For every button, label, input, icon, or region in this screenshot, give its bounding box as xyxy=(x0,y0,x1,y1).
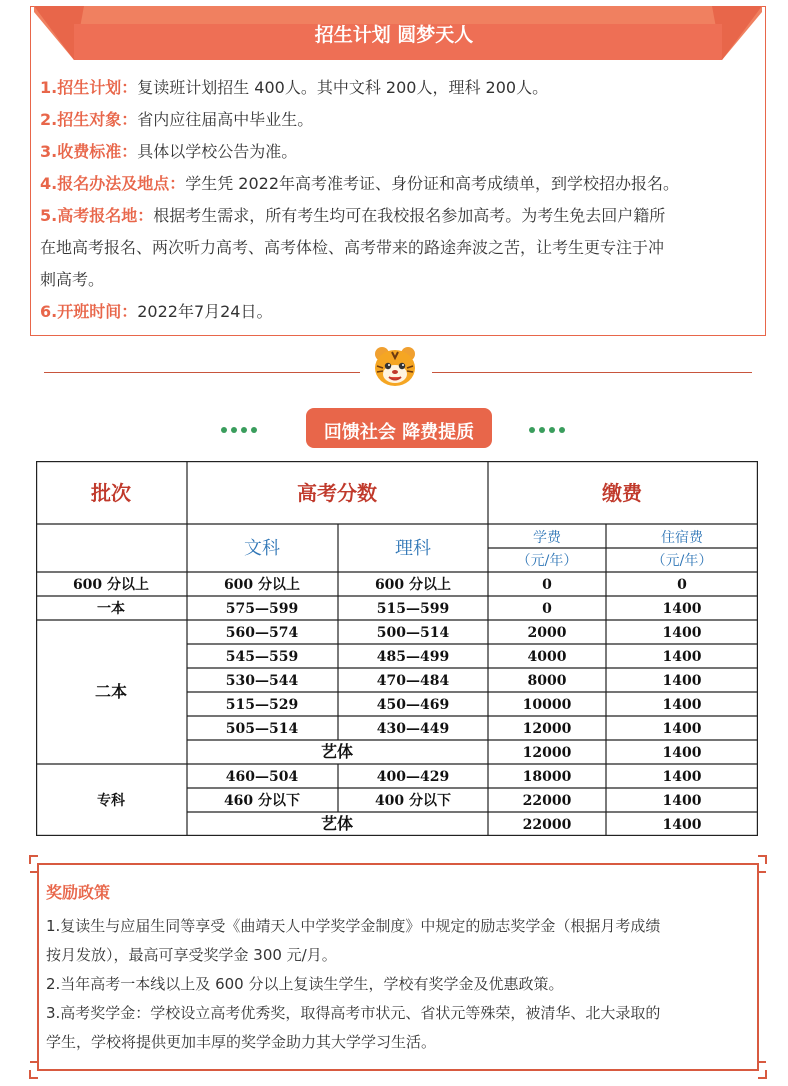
plan-item-label: 5.高考报名地： xyxy=(40,206,154,225)
cell-tuition: 22000 xyxy=(522,793,572,809)
plan-item-text: 省内应往届高中毕业生。 xyxy=(137,110,314,129)
header-li: 理科 xyxy=(395,538,431,559)
plan-item-3 xyxy=(40,136,760,167)
divider-right xyxy=(432,372,752,373)
plan-title: 招生计划 圆梦天人 xyxy=(314,24,474,46)
cell-dorm: 1400 xyxy=(662,793,702,809)
header-wen: 文科 xyxy=(244,538,280,559)
reward-line: 2.当年高考一本线以上及 600 分以上复读生学生，学校有奖学金及优惠政策。 xyxy=(46,975,564,993)
cell-dorm: 0 xyxy=(677,577,687,593)
cell-batch: 专科 xyxy=(97,793,125,809)
cell-arts: 艺体 xyxy=(320,814,354,833)
cell-wen: 460 分以下 xyxy=(223,793,301,809)
cell-dorm: 1400 xyxy=(662,745,702,761)
reward-line: 3.高考奖学金：学校设立高考优秀奖，取得高考市状元、省状元等殊荣，被清华、北大录取的 xyxy=(46,1004,661,1022)
plan-item-4 xyxy=(40,168,760,199)
cell-tuition: 12000 xyxy=(522,745,572,761)
cell-tuition: 22000 xyxy=(522,817,572,833)
cell-li: 400 分以下 xyxy=(374,793,452,809)
cell-wen: 515—529 xyxy=(225,697,299,713)
reward-line: 学生，学校将提供更加丰厚的奖学金助力其大学学习生活。 xyxy=(46,1033,437,1051)
cell-wen: 600 分以上 xyxy=(223,577,301,593)
dots-right-icon xyxy=(528,426,568,434)
cell-dorm: 1400 xyxy=(662,721,702,737)
fee-table xyxy=(36,461,758,836)
cell-tuition: 4000 xyxy=(527,649,567,665)
plan-item-1 xyxy=(40,72,760,103)
plan-item-5-cont2: 刺高考。 xyxy=(40,270,105,289)
header-payment: 缴费 xyxy=(602,481,642,505)
cell-dorm: 1400 xyxy=(662,649,702,665)
cell-wen: 460—504 xyxy=(225,769,299,785)
cell-batch: 600 分以上 xyxy=(72,577,150,593)
reward-line: 1.复读生与应届生同等享受《曲靖天人中学奖学金制度》中规定的励志奖学金（根据月考成绩 xyxy=(46,917,661,935)
cell-dorm: 1400 xyxy=(662,697,702,713)
cell-tuition: 18000 xyxy=(522,769,572,785)
plan-item-5-cont: 在地高考报名、两次听力高考、高考体检、高考带来的路途奔波之苦，让考生更专注于冲 xyxy=(40,238,665,257)
divider-left xyxy=(44,372,360,373)
plan-item-label: 3.收费标准： xyxy=(40,142,138,161)
cell-tuition: 2000 xyxy=(527,625,567,641)
cell-wen: 575—599 xyxy=(225,601,299,617)
header-batch: 批次 xyxy=(91,481,131,505)
header-tuition: 学费 xyxy=(533,530,561,546)
plan-item-2 xyxy=(40,104,760,135)
header-dorm-unit: （元/年） xyxy=(651,553,713,569)
cell-li: 515—599 xyxy=(376,601,450,617)
header-score: 高考分数 xyxy=(297,481,377,505)
header-tuition-unit: （元/年） xyxy=(516,553,578,569)
cell-dorm: 1400 xyxy=(662,601,702,617)
dots-left-icon xyxy=(220,426,260,434)
cell-tuition: 12000 xyxy=(522,721,572,737)
cell-tuition: 10000 xyxy=(522,697,572,713)
plan-item-text: 具体以学校公告为准。 xyxy=(137,142,298,161)
plan-item-text: 学生凭 2022年高考准考证、身份证和高考成绩单，到学校招办报名。 xyxy=(185,174,680,193)
cell-wen: 560—574 xyxy=(225,625,299,641)
cell-tuition: 0 xyxy=(542,601,552,617)
tiger-icon xyxy=(372,344,418,388)
cell-dorm: 1400 xyxy=(662,625,702,641)
plan-item-text: 2022年7月24日。 xyxy=(137,302,273,321)
cell-li: 450—469 xyxy=(376,697,450,713)
plan-item-label: 4.报名办法及地点： xyxy=(40,174,186,193)
plan-item-label: 1.招生计划： xyxy=(40,78,138,97)
header-dorm: 住宿费 xyxy=(661,530,703,546)
plan-item-label: 6.开班时间： xyxy=(40,302,138,321)
cell-wen: 545—559 xyxy=(225,649,299,665)
cell-tuition: 8000 xyxy=(527,673,567,689)
cell-li: 430—449 xyxy=(376,721,450,737)
reward-title: 奖励政策 xyxy=(46,883,111,902)
plan-item-5 xyxy=(40,200,760,231)
cell-li: 400—429 xyxy=(376,769,450,785)
cell-wen: 505—514 xyxy=(225,721,299,737)
cell-wen: 530—544 xyxy=(225,673,299,689)
reward-line: 按月发放），最高可享受奖学金 300 元/月。 xyxy=(46,946,337,964)
cell-arts: 艺体 xyxy=(320,742,354,761)
cell-tuition: 0 xyxy=(542,577,552,593)
cell-dorm: 1400 xyxy=(662,673,702,689)
cell-batch: 一本 xyxy=(97,601,125,617)
plan-item-6 xyxy=(40,296,760,327)
plan-item-text: 根据考生需求，所有考生均可在我校报名参加高考。为考生免去回户籍所 xyxy=(153,206,666,225)
cell-dorm: 1400 xyxy=(662,769,702,785)
cell-batch: 二本 xyxy=(94,682,128,701)
fee-title: 回馈社会 降费提质 xyxy=(323,422,475,443)
cell-li: 500—514 xyxy=(376,625,450,641)
cell-li: 485—499 xyxy=(376,649,450,665)
cell-li: 470—484 xyxy=(376,673,450,689)
plan-item-text: 复读班计划招生 400人。其中文科 200人，理科 200人。 xyxy=(137,78,549,97)
cell-li: 600 分以上 xyxy=(374,577,452,593)
plan-item-label: 2.招生对象： xyxy=(40,110,138,129)
cell-dorm: 1400 xyxy=(662,817,702,833)
